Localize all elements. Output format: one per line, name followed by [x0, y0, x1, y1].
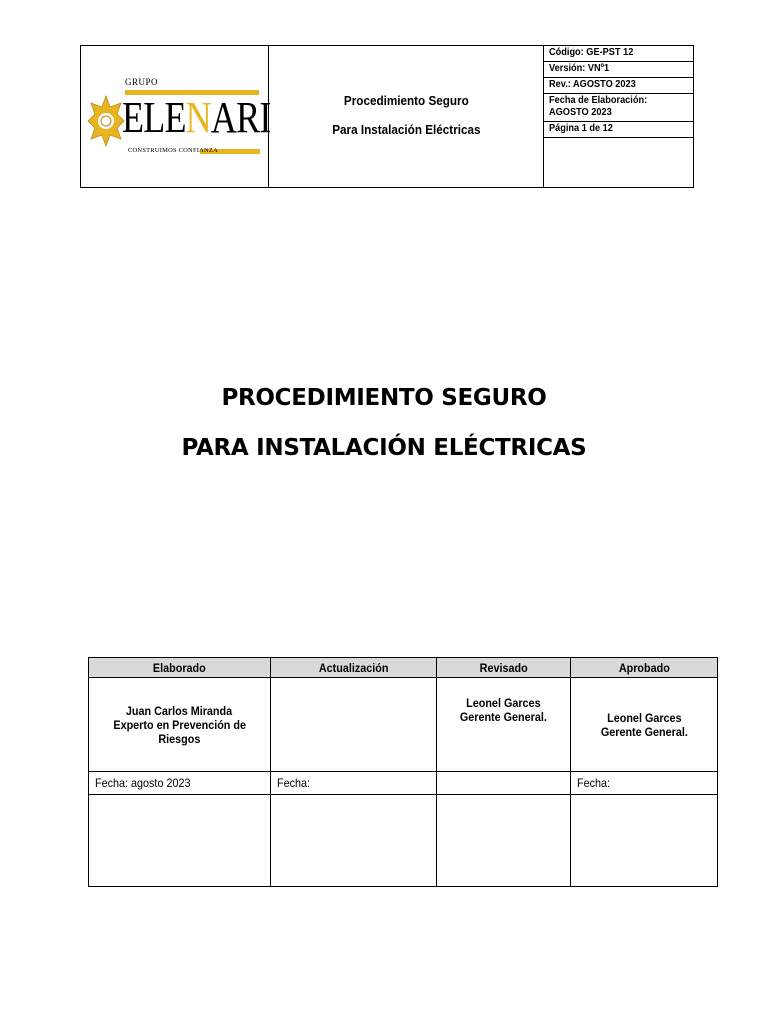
- company-logo: [81, 46, 269, 187]
- header-actualizacion: Actualización: [271, 658, 437, 678]
- cell-aprobado-signature: [571, 795, 718, 887]
- table-row-dates: [89, 772, 718, 795]
- header-elaborado: Elaborado: [89, 658, 271, 678]
- main-title-line1: PROCEDIMIENTO SEGURO: [221, 385, 547, 411]
- info-fecha-elaboracion: Fecha de Elaboración: AGOSTO 2023: [544, 94, 693, 122]
- cell-actualizacion-name: [271, 678, 437, 772]
- cell-revisado-name: Leonel Garces Gerente General.: [437, 678, 571, 772]
- logo-tagline: CONSTRUIMOS CONFIANZA: [128, 147, 218, 154]
- header-title: [269, 46, 544, 187]
- info-pagina: Página 1 de 12: [544, 122, 693, 138]
- cell-elaborado-signature: [89, 795, 271, 887]
- logo-wordmark: [122, 92, 271, 144]
- info-revision: Rev.: AGOSTO 2023: [544, 78, 693, 94]
- cell-revisado-signature: [437, 795, 571, 887]
- logo-brand-prefix: ELE: [122, 93, 186, 142]
- cell-aprobado-date: Fecha:: [571, 772, 718, 795]
- info-version: Versión: VNº1: [544, 62, 693, 78]
- header-title-line1: Procedimiento Seguro: [343, 92, 469, 108]
- cell-revisado-date: [437, 772, 571, 795]
- header-revisado: Revisado: [437, 658, 571, 678]
- header-aprobado: Aprobado: [571, 658, 718, 678]
- logo-brand-suffix: ARI: [210, 93, 271, 142]
- approval-table: [88, 657, 718, 887]
- info-empty-cell: [544, 138, 693, 187]
- star-emblem-icon: [87, 92, 125, 150]
- cell-actualizacion-date: Fecha:: [271, 772, 437, 795]
- document-info-panel: [544, 46, 693, 187]
- info-codigo: Código: GE-PST 12: [544, 46, 693, 62]
- logo-brand-highlight: N: [185, 93, 211, 142]
- table-header-row: [89, 658, 718, 678]
- logo-group-label: GRUPO: [125, 77, 159, 87]
- table-row-signatures: [89, 795, 718, 887]
- cell-actualizacion-signature: [271, 795, 437, 887]
- table-row-names: [89, 678, 718, 772]
- cell-elaborado-name: Juan Carlos Miranda Experto en Prevención de Riesgos: [89, 678, 271, 772]
- cell-elaborado-date: Fecha: agosto 2023: [89, 772, 271, 795]
- document-header: [80, 45, 694, 188]
- main-title-line2: PARA INSTALACIÓN ELÉCTRICAS: [181, 435, 587, 461]
- cell-aprobado-name: Leonel Garces Gerente General.: [571, 678, 718, 772]
- header-title-line2: Para Instalación Eléctricas: [331, 121, 481, 137]
